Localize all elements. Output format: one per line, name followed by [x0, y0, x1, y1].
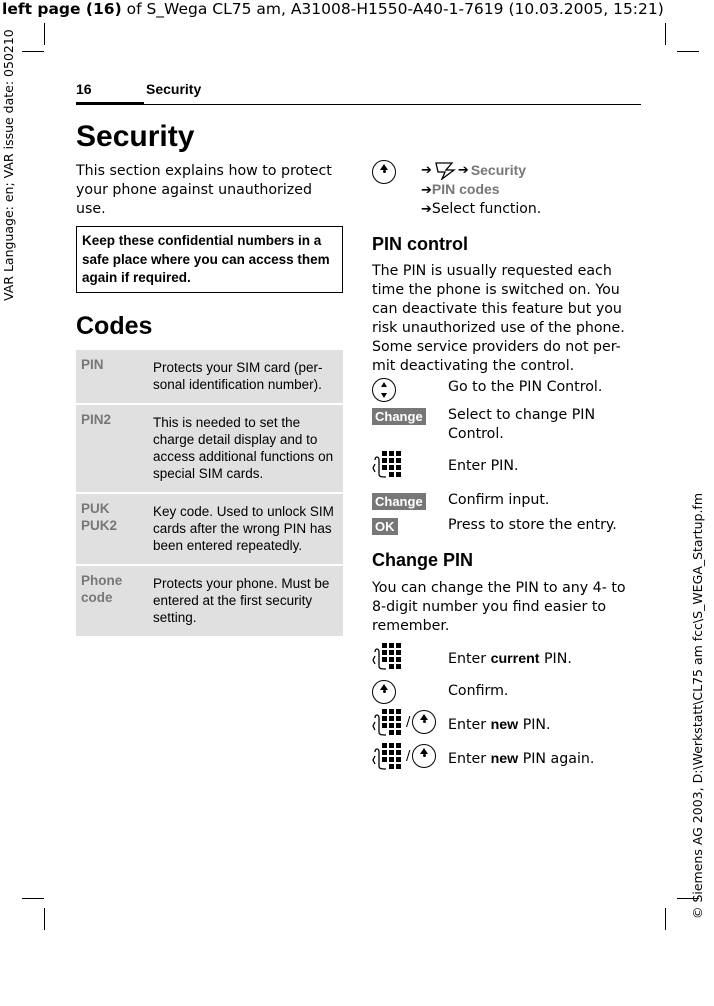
security-menu-icon	[434, 160, 456, 180]
document-header	[0, 0, 714, 18]
nav-key-icon	[372, 160, 396, 188]
change-softkey: Change	[372, 493, 426, 510]
nav-key-icon	[412, 744, 436, 768]
step-row	[372, 708, 551, 736]
crop-mark	[44, 23, 45, 45]
menu-item-pin-codes: PIN codes	[431, 181, 500, 197]
code-name: Phone code	[76, 565, 153, 636]
side-text-left: VAR Language: en; VAR issue date: 050210	[1, 29, 16, 301]
change-softkey: Change	[372, 408, 426, 425]
separator: /	[406, 714, 411, 730]
step-row	[372, 491, 549, 510]
step-text: Enter new PIN.	[448, 717, 551, 733]
step-row	[372, 450, 518, 482]
menu-item-select-function: Select function.	[431, 201, 542, 217]
keypad-icon	[372, 742, 404, 770]
codes-table	[76, 350, 343, 636]
header-rule-thick	[76, 102, 144, 105]
ok-softkey: OK	[372, 518, 398, 535]
confidential-note: Keep these confidential numbers in a safe place where you can access them again if required.	[76, 226, 343, 293]
step-text: Select to change PIN Control.	[448, 407, 596, 442]
crop-mark	[665, 23, 666, 45]
pin-control-heading: PIN control	[372, 234, 469, 254]
table-row	[76, 350, 343, 404]
change-pin-heading: Change PIN	[372, 550, 474, 570]
step-text: Press to store the entry.	[448, 517, 617, 533]
code-name: PUK PUK2	[76, 493, 153, 565]
menu-path	[421, 160, 641, 219]
change-pin-paragraph: You can change the PIN to any 4- to 8-digit number you find easier to remember.	[372, 580, 626, 634]
keypad-icon	[372, 642, 404, 670]
code-description: This is needed to set the charge detail display and to access additional functions on special SIM cards.	[153, 404, 343, 493]
step-text: Enter current PIN.	[448, 651, 572, 667]
nav-key-icon	[372, 680, 396, 704]
step-text: Go to the PIN Control.	[448, 379, 603, 395]
table-row	[76, 565, 343, 636]
crop-mark	[44, 908, 45, 930]
header-rule	[144, 104, 641, 105]
document-header-detail: of S_Wega CL75 am, A31008-H1550-A40-1-7619 (10.03.2005, 15:21)	[121, 0, 664, 18]
arrow-icon: ➔	[421, 183, 432, 198]
table-row	[76, 493, 343, 565]
crop-mark	[665, 908, 666, 930]
arrow-icon: ➔	[421, 202, 432, 217]
nav-key-icon	[412, 710, 436, 734]
updown-icon	[372, 378, 396, 402]
arrow-icon: ➔	[457, 162, 469, 178]
step-row	[372, 378, 602, 406]
step-text: Confirm input.	[448, 492, 550, 508]
page-title: Security	[76, 120, 195, 153]
crop-mark	[22, 898, 44, 899]
keypad-icon	[372, 708, 404, 736]
crop-mark	[22, 51, 44, 52]
code-description: Protects your SIM card (per-sonal identification number).	[153, 350, 343, 404]
step-text: Enter new PIN again.	[448, 751, 595, 767]
step-row	[372, 406, 628, 444]
code-name: PIN2	[76, 404, 153, 493]
menu-item-security: Security	[470, 161, 527, 178]
document-header-bold: left page (16)	[2, 0, 122, 18]
step-row	[372, 680, 508, 708]
step-text: Confirm.	[448, 683, 509, 699]
table-row	[76, 404, 343, 493]
codes-heading: Codes	[76, 312, 153, 340]
step-row	[372, 516, 617, 535]
keypad-icon	[372, 450, 404, 478]
intro-paragraph: This section explains how to protect your phone against unauthorized use.	[76, 163, 332, 217]
step-row	[372, 642, 572, 674]
code-description: Key code. Used to unlock SIM cards after the wrong PIN has been entered repeatedly.	[153, 493, 343, 565]
code-name: PIN	[76, 350, 153, 404]
running-section-title: Security	[146, 81, 202, 97]
arrow-icon: ➔	[421, 162, 432, 178]
crop-mark	[677, 51, 699, 52]
step-row	[372, 742, 594, 770]
page-number: 16	[76, 81, 92, 97]
pin-control-paragraph: The PIN is usually requested each time the phone is switched on. You can deactivate this feature but you risk unauthorized use of the phone. Some service providers do not per-mit deactivating the control.	[372, 263, 625, 374]
step-text: Enter PIN.	[448, 458, 519, 474]
code-description: Protects your phone. Must be entered at the first security setting.	[153, 565, 343, 636]
side-text-right: © Siemens AG 2003, D:\Werkstatt\CL75 am fcc\S_WEGA_Startup.fm	[690, 492, 705, 920]
separator: /	[406, 748, 411, 764]
